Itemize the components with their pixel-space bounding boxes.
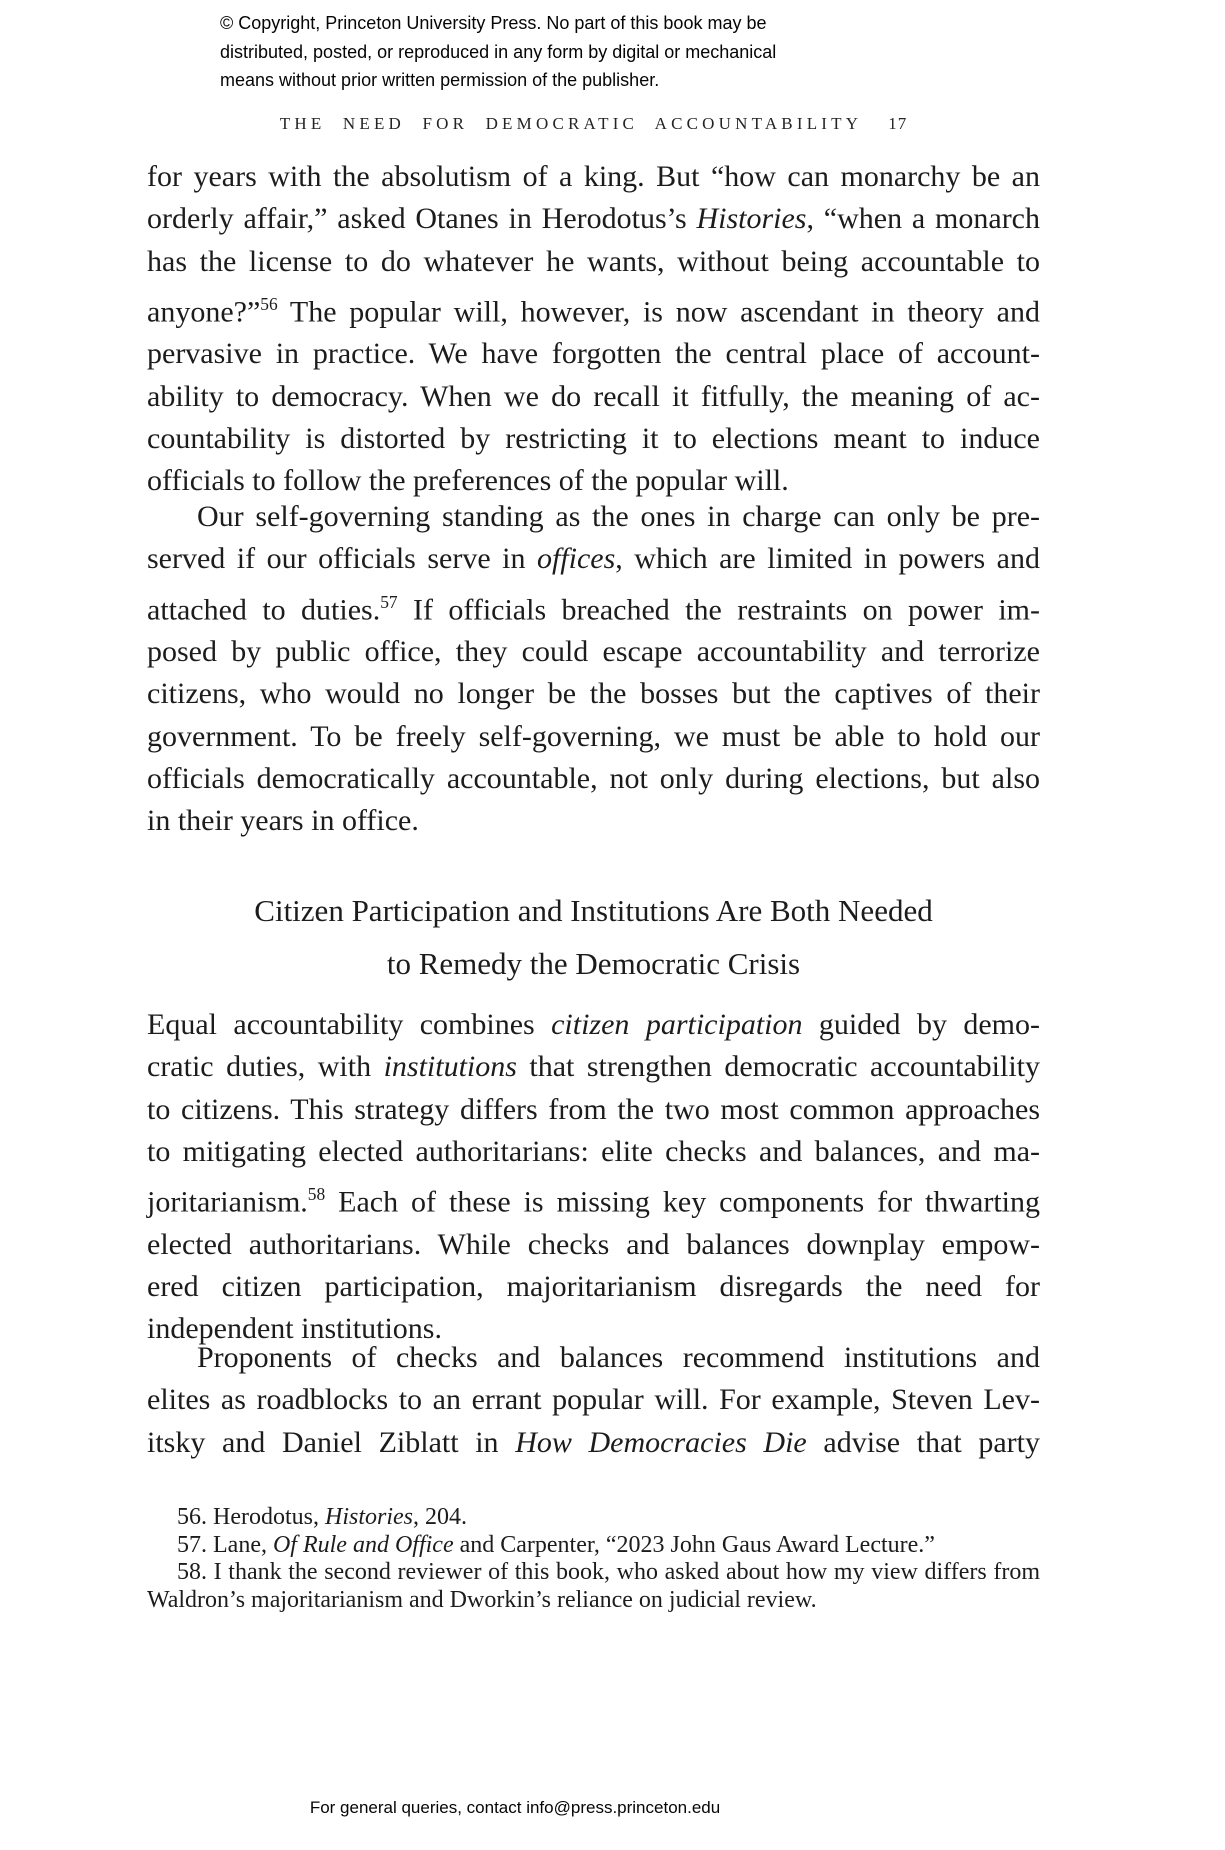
text-segment: Waldron’s majoritarianism and Dworkin’s reliance on judicial review. <box>147 1586 817 1613</box>
section-heading <box>147 884 1040 990</box>
text-line <box>147 1004 1040 1046</box>
text-line <box>147 1587 1040 1615</box>
text-segment: to mitigating elected authoritarians: elite checks and balances, and ma- <box>147 1134 1040 1168</box>
text-line <box>147 496 1040 538</box>
body-paragraph-3 <box>147 1004 1040 1351</box>
text-segment: has the license to do whatever he wants, without being accountable to <box>147 244 1040 278</box>
text-segment: advise that party <box>806 1425 1040 1459</box>
section-heading-line: to Remedy the Democratic Crisis <box>386 946 801 981</box>
footnote-reference: 58 <box>307 1184 326 1205</box>
text-segment: pervasive in practice. We have forgotten the central place of account- <box>147 337 1040 371</box>
footer-contact: For general queries, contact info@press.princeton.edu <box>309 1798 721 1817</box>
copyright-line: © Copyright, Princeton University Press. No part of this book may be <box>220 13 767 33</box>
text-line <box>147 1379 1040 1421</box>
text-line <box>147 1131 1040 1173</box>
text-segment: officials to follow the preferences of the popular will. <box>147 464 789 498</box>
text-segment: Each of these is missing key components for thwarting <box>325 1185 1040 1219</box>
text-segment: institutions <box>383 1050 517 1084</box>
text-segment: and Carpenter, “2023 John Gaus Award Lecture.” <box>453 1531 935 1558</box>
text-segment: cratic duties, with <box>147 1050 384 1084</box>
text-segment: offices <box>536 542 616 576</box>
text-segment: ered citizen participation, majoritarianism disregards the need for <box>147 1270 1040 1304</box>
text-line <box>147 1224 1040 1266</box>
text-segment: elected authoritarians. While checks and balances downplay empow- <box>147 1227 1040 1261</box>
text-line <box>147 800 1040 842</box>
page-number: 17 <box>888 114 908 133</box>
text-segment: ability to democracy. When we do recall it fitfully, the meaning of ac- <box>147 379 1040 413</box>
body-paragraph-4 <box>147 1337 1040 1464</box>
text-segment: anyone?” <box>147 295 261 329</box>
footnotes-block <box>147 1504 1040 1614</box>
text-line <box>147 1559 1040 1587</box>
text-segment: for years with the absolutism of a king. But “how can monarchy be an <box>147 160 1040 193</box>
text-segment: in their years in office. <box>147 804 419 838</box>
text-line <box>147 283 1040 334</box>
text-line <box>147 1504 1040 1532</box>
text-segment: Of Rule and Office <box>272 1531 454 1558</box>
text-line <box>147 1337 1040 1379</box>
text-segment: 57. Lane, <box>177 1531 273 1558</box>
text-segment: Our self-governing standing as the ones in charge can only be pre- <box>197 500 1040 533</box>
copyright-notice <box>220 9 776 95</box>
text-line <box>147 241 1040 283</box>
text-segment: , which are limited in powers and <box>615 542 1040 576</box>
text-segment: to citizens. This strategy differs from the two most common approaches <box>147 1092 1040 1126</box>
text-line <box>147 1422 1040 1464</box>
text-segment: served if our officials serve in <box>147 542 537 576</box>
text-segment: attached to duties. <box>147 592 381 626</box>
text-line <box>147 1089 1040 1131</box>
text-line <box>147 1532 1040 1560</box>
text-line <box>147 156 1040 198</box>
text-segment: that strengthen democratic accountability <box>516 1050 1040 1084</box>
copyright-line: distributed, posted, or reproduced in any form by digital or mechanical <box>220 41 777 62</box>
text-line <box>147 1173 1040 1224</box>
running-head-title: THE NEED FOR DEMOCRATIC ACCOUNTABILITY <box>279 114 863 133</box>
text-segment: officials democratically accountable, not only during elections, but also <box>147 762 1040 796</box>
text-line <box>147 1266 1040 1308</box>
text-segment: citizens, who would no longer be the bosses but the captives of their <box>147 677 1040 711</box>
text-segment: Proponents of checks and balances recommend institutions and <box>197 1341 1040 1374</box>
copyright-line: means without prior written permission of the publisher. <box>220 70 660 90</box>
text-line <box>147 418 1040 460</box>
text-line <box>147 376 1040 418</box>
text-segment: elites as roadblocks to an errant popular will. For example, Steven Lev- <box>147 1383 1040 1417</box>
text-segment: Histories <box>696 202 807 236</box>
text-line <box>147 1046 1040 1088</box>
body-paragraph-2 <box>147 496 1040 843</box>
text-line <box>147 198 1040 240</box>
text-segment: Histories <box>324 1504 413 1530</box>
text-segment: How Democracies Die <box>515 1425 807 1459</box>
text-line <box>147 758 1040 800</box>
text-segment: 56. Herodotus, <box>177 1504 325 1530</box>
section-heading-line: Citizen Participation and Institutions Are Both Needed <box>254 893 933 928</box>
text-line <box>147 581 1040 632</box>
text-segment: , 204. <box>413 1504 467 1530</box>
text-line <box>147 333 1040 375</box>
text-segment: citizen participation <box>551 1008 803 1041</box>
running-head <box>147 112 1040 136</box>
text-segment: If officials breached the restraints on power im- <box>397 592 1040 626</box>
text-segment: itsky and Daniel Ziblatt in <box>147 1425 516 1459</box>
footnote-reference: 56 <box>260 293 278 314</box>
text-segment: independent institutions. <box>147 1312 442 1346</box>
text-segment: , “when a monarch <box>806 202 1040 236</box>
text-segment: joritarianism. <box>147 1185 308 1219</box>
text-segment: guided by demo- <box>802 1008 1041 1041</box>
text-segment: orderly affair,” asked Otanes in Herodotus’s <box>147 202 697 236</box>
text-line <box>147 538 1040 580</box>
text-segment: The popular will, however, is now ascendant in theory and <box>277 295 1040 329</box>
text-segment: government. To be freely self-governing, we must be able to hold our <box>147 719 1040 753</box>
text-line <box>147 631 1040 673</box>
text-segment: Equal accountability combines <box>147 1008 552 1041</box>
text-line <box>147 716 1040 758</box>
body-paragraph-1 <box>147 156 1040 503</box>
text-segment: 58. I thank the second reviewer of this book, who asked about how my view differs from <box>177 1559 1040 1586</box>
text-segment: countability is distorted by restricting it to elections meant to induce <box>147 422 1040 456</box>
text-segment: posed by public office, they could escape accountability and terrorize <box>147 635 1040 669</box>
text-line <box>147 673 1040 715</box>
footnote-reference: 57 <box>380 591 398 612</box>
